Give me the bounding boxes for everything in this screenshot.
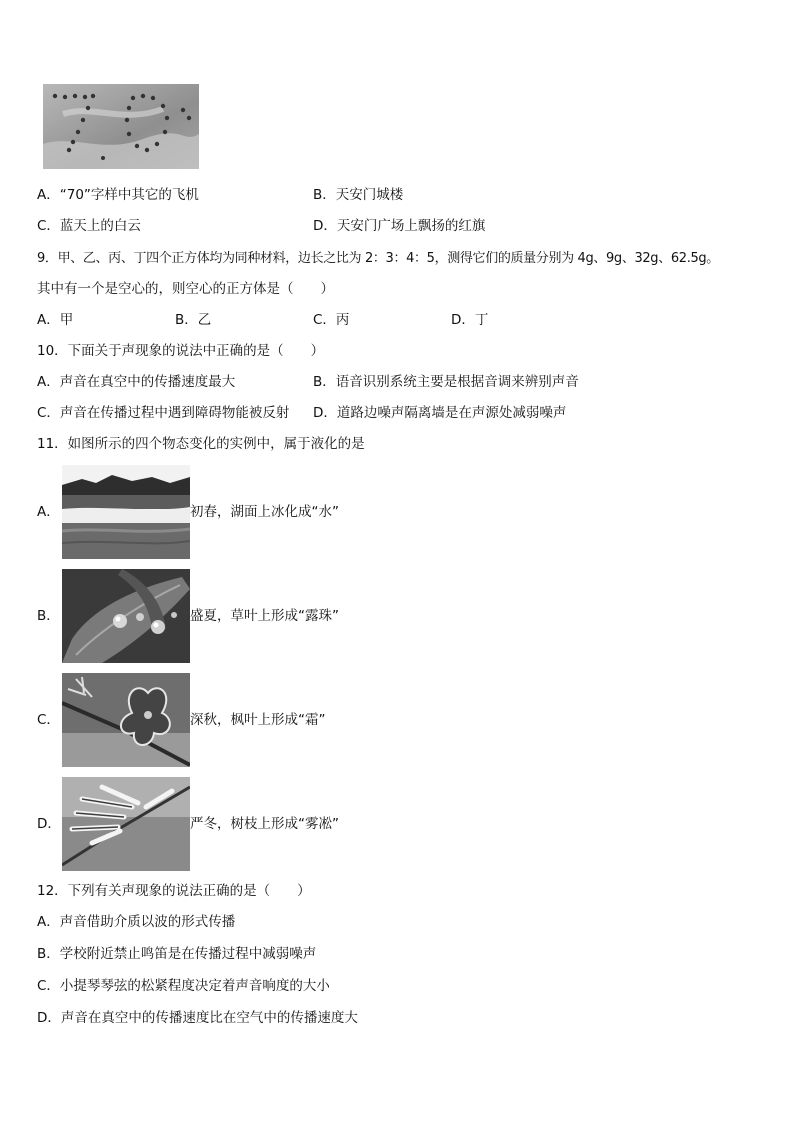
airplane-formation-photo — [43, 84, 199, 169]
q10-option-c: C．声音在传播过程中遇到障碍物能被反射 — [37, 405, 290, 421]
q11-stem: 11．如图所示的四个物态变化的实例中，属于液化的是 — [37, 436, 365, 452]
q11-option-a-letter: A． — [37, 504, 60, 520]
q11-option-a-text: 初春，湖面上冰化成“水” — [190, 504, 339, 520]
q9-option-c: C．丙 — [313, 312, 350, 328]
frost-on-leaf-photo — [62, 673, 190, 767]
q10-stem: 10．下面关于声现象的说法中正确的是（ ） — [37, 343, 325, 359]
dew-on-leaf-photo — [62, 569, 190, 663]
q10-option-a: A．声音在真空中的传播速度最大 — [37, 374, 236, 390]
q12-option-c: C．小提琴琴弦的松紧程度决定着声音响度的大小 — [37, 978, 330, 994]
q8-option-a: A．“70”字样中其它的飞机 — [37, 187, 199, 203]
q9-option-a: A．甲 — [37, 312, 74, 328]
q10-option-d: D．道路边噪声隔离墙是在声源处减弱噪声 — [313, 405, 567, 421]
q9-stem-line1: 9．甲、乙、丙、丁四个正方体均为同种材料，边长之比为 2：3：4：5，测得它们的质量分别为 4g、9g、32g、62.5g。 — [37, 251, 719, 266]
q10-option-b: B．语音识别系统主要是根据音调来辨别声音 — [313, 374, 579, 390]
q11-option-c-text: 深秋，枫叶上形成“霜” — [190, 712, 326, 728]
q9-option-d: D．丁 — [451, 312, 489, 328]
q12-stem: 12．下列有关声现象的说法正确的是（ ） — [37, 883, 311, 899]
q11-option-d-letter: D． — [37, 816, 61, 832]
q9-option-b: B．乙 — [175, 312, 212, 328]
q9-stem-line2: 其中有一个是空心的，则空心的正方体是（ ） — [37, 281, 334, 297]
q12-option-a: A．声音借助介质以波的形式传播 — [37, 914, 236, 930]
q8-option-b: B．天安门城楼 — [313, 187, 404, 203]
rime-on-branch-photo — [62, 777, 190, 871]
q12-option-b: B．学校附近禁止鸣笛是在传播过程中减弱噪声 — [37, 946, 317, 962]
q11-option-c-letter: C． — [37, 712, 60, 728]
melting-ice-lake-photo — [62, 465, 190, 559]
q12-option-d: D．声音在真空中的传播速度比在空气中的传播速度大 — [37, 1010, 358, 1026]
q8-option-c: C．蓝天上的白云 — [37, 218, 141, 234]
q8-option-d: D．天安门广场上飘扬的红旗 — [313, 218, 486, 234]
q11-option-b-letter: B． — [37, 608, 60, 624]
q11-option-d-text: 严冬，树枝上形成“雾凇” — [190, 816, 339, 832]
q11-option-b-text: 盛夏，草叶上形成“露珠” — [190, 608, 339, 624]
